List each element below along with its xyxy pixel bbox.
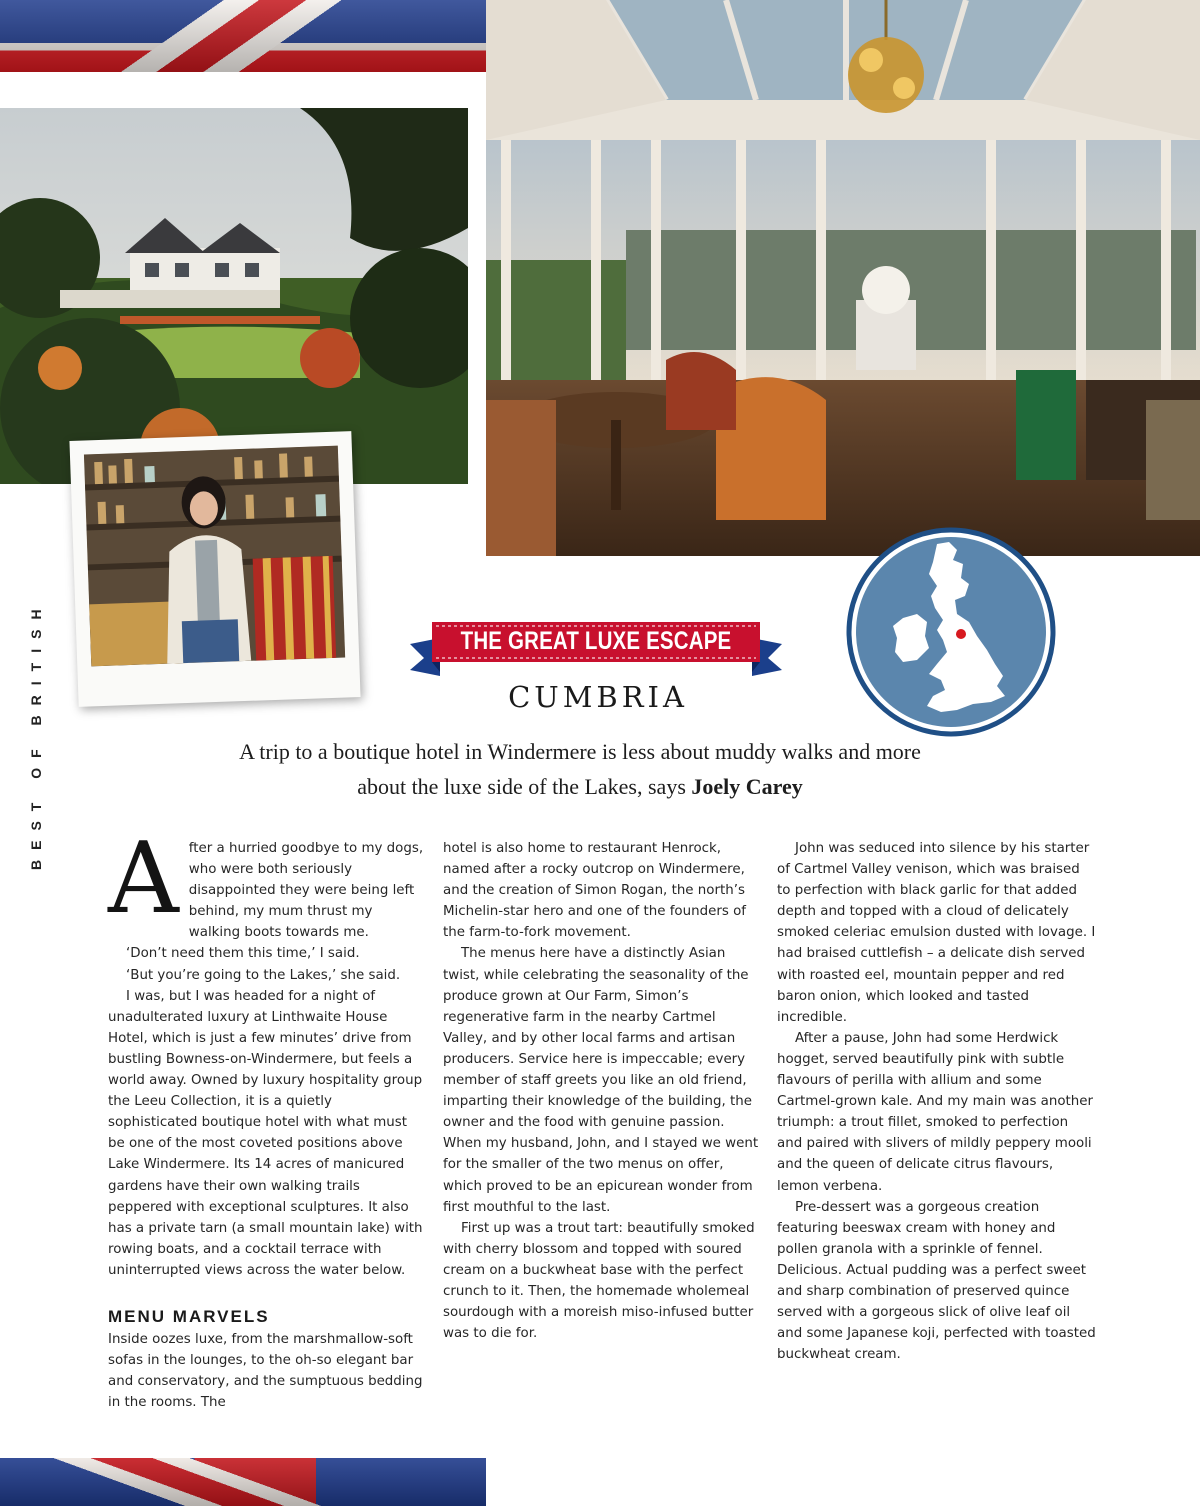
hotel-gardens-illustration	[0, 108, 468, 484]
cumbria-location-marker	[956, 629, 966, 639]
article-paragraph: fter a hurried goodbye to my dogs, who were both seriously disappointed they were being left behind, my mum thrust my walking boots towards me.	[188, 841, 424, 941]
article-paragraph: I was, but I was headed for a night of unadulterated luxury at Linthwaite House Hotel, which is just a few minutes’ drive from bustling Bowness-on-Windermere, but feels a world away. Owned by luxury hospitality group the Leeu Collection, it is a quietly sophisticated boutique hotel with what must be one of the most coveted positions above Lake Windermere. Its 14 acres of manicured gardens have their own walking trails peppered with exceptional sculptures. It also has a private tarn (a small mountain lake) with rowing boats, and a cocktail terrace with uninterrupted views across the water below.	[108, 988, 423, 1278]
section-label: BEST OF BRITISH	[28, 599, 44, 870]
standfirst	[230, 734, 930, 804]
drop-cap: A	[108, 822, 179, 936]
article-column-3	[777, 838, 1097, 1365]
article-column-1	[108, 822, 424, 1413]
conservatory-illustration	[486, 0, 1200, 556]
article-column-2	[443, 838, 761, 1344]
author-byline: Joely Carey	[691, 774, 803, 799]
article-paragraph: ‘Don’t need them this time,’ I said.	[126, 946, 360, 962]
union-flag-top-shading	[0, 0, 486, 72]
article-paragraph: Pre-dessert was a gorgeous creation featuring beeswax cream with honey and pollen granola with a sprinkle of fennel. Delicious. Actual pudding was a perfect sweet and sharp combination of preserved quince served with a gorgeous slick of olive leaf oil and some Japanese koji, perfected with toasted buckwheat cream.	[777, 1199, 1096, 1363]
union-flag-bottom-shading	[0, 1458, 486, 1506]
article-paragraph: Inside oozes luxe, from the marshmallow-soft sofas in the lounges, to the oh-so elegant bar and conservatory, and the sumptuous bedding in the rooms. The	[108, 1331, 423, 1411]
standfirst-text: A trip to a boutique hotel in Windermere is less about muddy walks and more about the luxe side of the Lakes, says	[239, 739, 921, 799]
conservatory-photo	[486, 0, 1200, 556]
author-at-bar-photo	[84, 446, 345, 667]
author-polaroid-photo	[69, 431, 360, 707]
article-paragraph: John was seduced into silence by his starter of Cartmel Valley venison, which was braised to perfection with black garlic for that added depth and topped with a cloud of delicately smoked celeriac emulsion dusted with lovage. I had braised cuttlefish – a delicate dish served with roasted eel, mountain pepper and red baron onion, which looked and tasted incredible.	[777, 841, 1096, 1025]
hotel-gardens-photo	[0, 108, 468, 484]
article-paragraph: The menus here have a distinctly Asian twist, while celebrating the seasonality of the produce grown at Our Farm, Simon’s regenerative farm in the nearby Cartmel Valley, and by other local farms and artisan producers. Service here is impeccable; every member of staff greets you like an old friend, imparting their knowledge of the building, the owner and the food with genuine passion. When my husband, John, and I stayed we went for the smaller of the two menus on offer, which proved to be an epicurean wonder from first mouthful to the last.	[443, 946, 759, 1215]
article-paragraph: ‘But you’re going to the Lakes,’ she said.	[126, 967, 401, 983]
author-at-bar-illustration	[84, 446, 345, 667]
uk-location-map	[845, 526, 1057, 738]
region-heading: CUMBRIA	[508, 680, 688, 714]
article-paragraph: First up was a trout tart: beautifully smoked with cherry blossom and topped with soured cream on a buckwheat base with the perfect crunch to it. Then, the homemade wholemeal sourdough with a moreish miso-infused butter was to die for.	[443, 1220, 755, 1342]
feature-title: THE GREAT LUXE ESCAPE	[460, 626, 732, 655]
subheading-menu-marvels: MENU MARVELS	[108, 1306, 270, 1326]
article-paragraph: After a pause, John had some Herdwick hogget, served beautifully pink with subtle flavours of perilla with allium and some Cartmel-grown kale. And my main was another triumph: a trout fillet, smoked to perfection and paired with slivers of mildly peppery mooli and the queen of delicate citrus flavours, lemon verbena.	[777, 1030, 1094, 1194]
article-paragraph: hotel is also home to restaurant Henrock, named after a rocky outcrop on Windermere, and the creation of Simon Rogan, the north’s Michelin-star hero and one of the founders of the farm-to-fork movement.	[443, 841, 746, 941]
